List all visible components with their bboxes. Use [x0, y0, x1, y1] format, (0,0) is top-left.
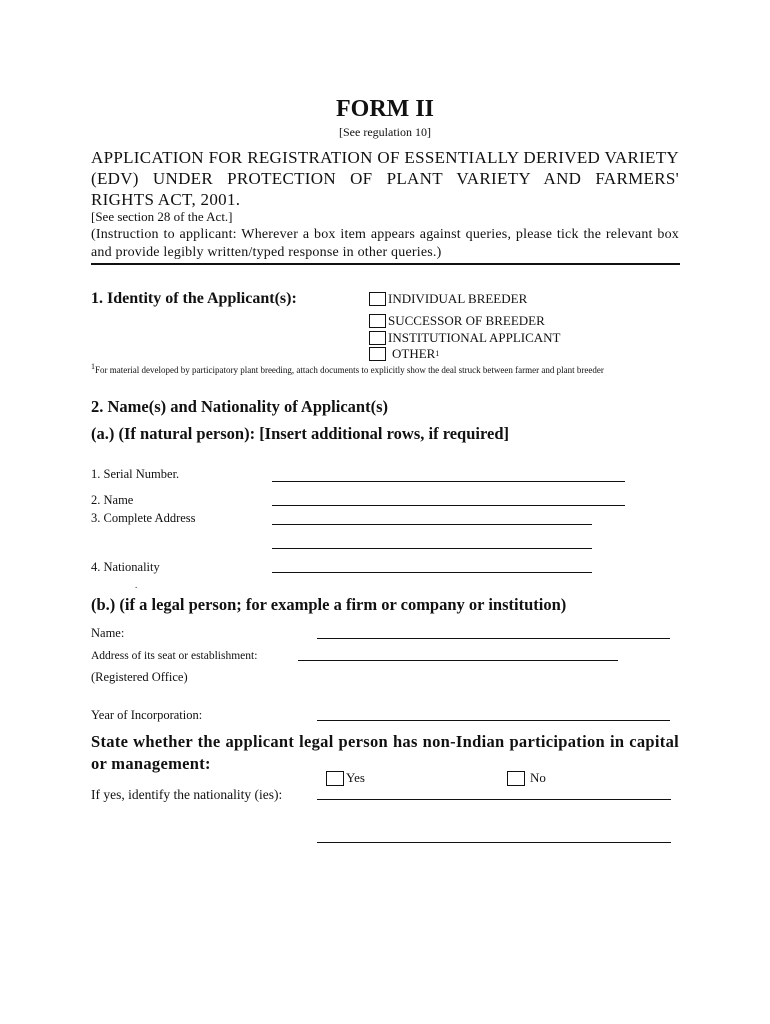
option-individual-breeder[interactable]: [369, 291, 527, 307]
section2-heading: [91, 397, 388, 417]
seat-address-field[interactable]: [298, 660, 618, 661]
section1-heading: 1. Identity of the Applicant(s):: [91, 290, 297, 307]
instruction-text: (Instruction to applicant: Wherever a box item appears against queries, please tick the relevant box and provide legibly written/typed response in other queries.): [91, 227, 679, 260]
footnote-number: 1: [91, 362, 95, 371]
option-label: No: [530, 770, 546, 785]
legal-name-field[interactable]: [317, 638, 670, 639]
checkbox[interactable]: [369, 292, 386, 306]
form-title: FORM II: [336, 96, 434, 122]
nationality-question: If yes, identify the nationality (ies):: [91, 787, 283, 802]
serial-number-field[interactable]: [272, 481, 625, 482]
registered-office-label: (Registered Office): [91, 670, 188, 684]
option-no[interactable]: [507, 770, 546, 786]
nationality-field[interactable]: [272, 572, 592, 573]
header-divider: [91, 263, 680, 265]
address-field-line-1[interactable]: [272, 524, 592, 525]
natural-person-heading: (a.) (If natural person): [Insert additional rows, if required]: [91, 424, 509, 443]
checkbox[interactable]: [369, 347, 386, 361]
section2-heading-text: 2. Name(s) and Nationality of Applicant(s): [91, 397, 389, 416]
legal-person-heading: (b.) (if a legal person; for example a firm or company or institution): [91, 595, 567, 614]
option-yes[interactable]: [326, 770, 365, 786]
checkbox[interactable]: [326, 771, 344, 786]
checkbox[interactable]: [369, 331, 386, 345]
option-other[interactable]: OTHER 1: [369, 346, 439, 362]
form-heading: APPLICATION FOR REGISTRATION OF ESSENTIALLY DERIVED VARIETY (EDV) UNDER PROTECTION OF PLANT VARIETY AND FARMERS' RIGHTS ACT, 2001.: [91, 148, 679, 209]
name-field[interactable]: [272, 505, 625, 506]
participation-question: State whether the applicant legal person has non-Indian participation in capital or management:: [91, 732, 679, 773]
nationality-label: 4. Nationality: [91, 560, 160, 574]
nationality-ies-field-line-1[interactable]: [317, 799, 671, 800]
footnote-text: For material developed by participatory plant breeding, attach documents to explicitly show the deal struck between farmer and plant breeder: [95, 365, 604, 375]
option-label: INSTITUTIONAL APPLICANT: [388, 330, 561, 345]
address-label: 3. Complete Address: [91, 511, 196, 525]
checkbox[interactable]: [369, 314, 386, 328]
option-label: INDIVIDUAL BREEDER: [388, 291, 528, 306]
year-of-incorporation-field[interactable]: [317, 720, 670, 721]
address-field-line-2[interactable]: [272, 548, 592, 549]
option-institutional-applicant[interactable]: [369, 330, 560, 346]
nationality-ies-field-line-2[interactable]: [317, 842, 671, 843]
section-reference: [See section 28 of the Act.]: [91, 209, 233, 224]
regulation-reference: [See regulation 10]: [339, 125, 431, 139]
footnote: [91, 362, 604, 375]
name-label: 2. Name: [91, 493, 134, 507]
option-label: OTHER: [392, 346, 436, 361]
option-label: SUCCESSOR OF BREEDER: [388, 313, 545, 328]
option-successor-of-breeder[interactable]: [369, 313, 545, 329]
serial-number-label: 1. Serial Number.: [91, 467, 180, 481]
checkbox[interactable]: [507, 771, 525, 786]
legal-name-label: Name:: [91, 626, 125, 640]
year-of-incorporation-label: Year of Incorporation:: [91, 708, 203, 722]
seat-address-label: Address of its seat or establishment:: [91, 650, 258, 662]
option-label: Yes: [346, 770, 365, 785]
stray-dot: .: [135, 580, 138, 590]
